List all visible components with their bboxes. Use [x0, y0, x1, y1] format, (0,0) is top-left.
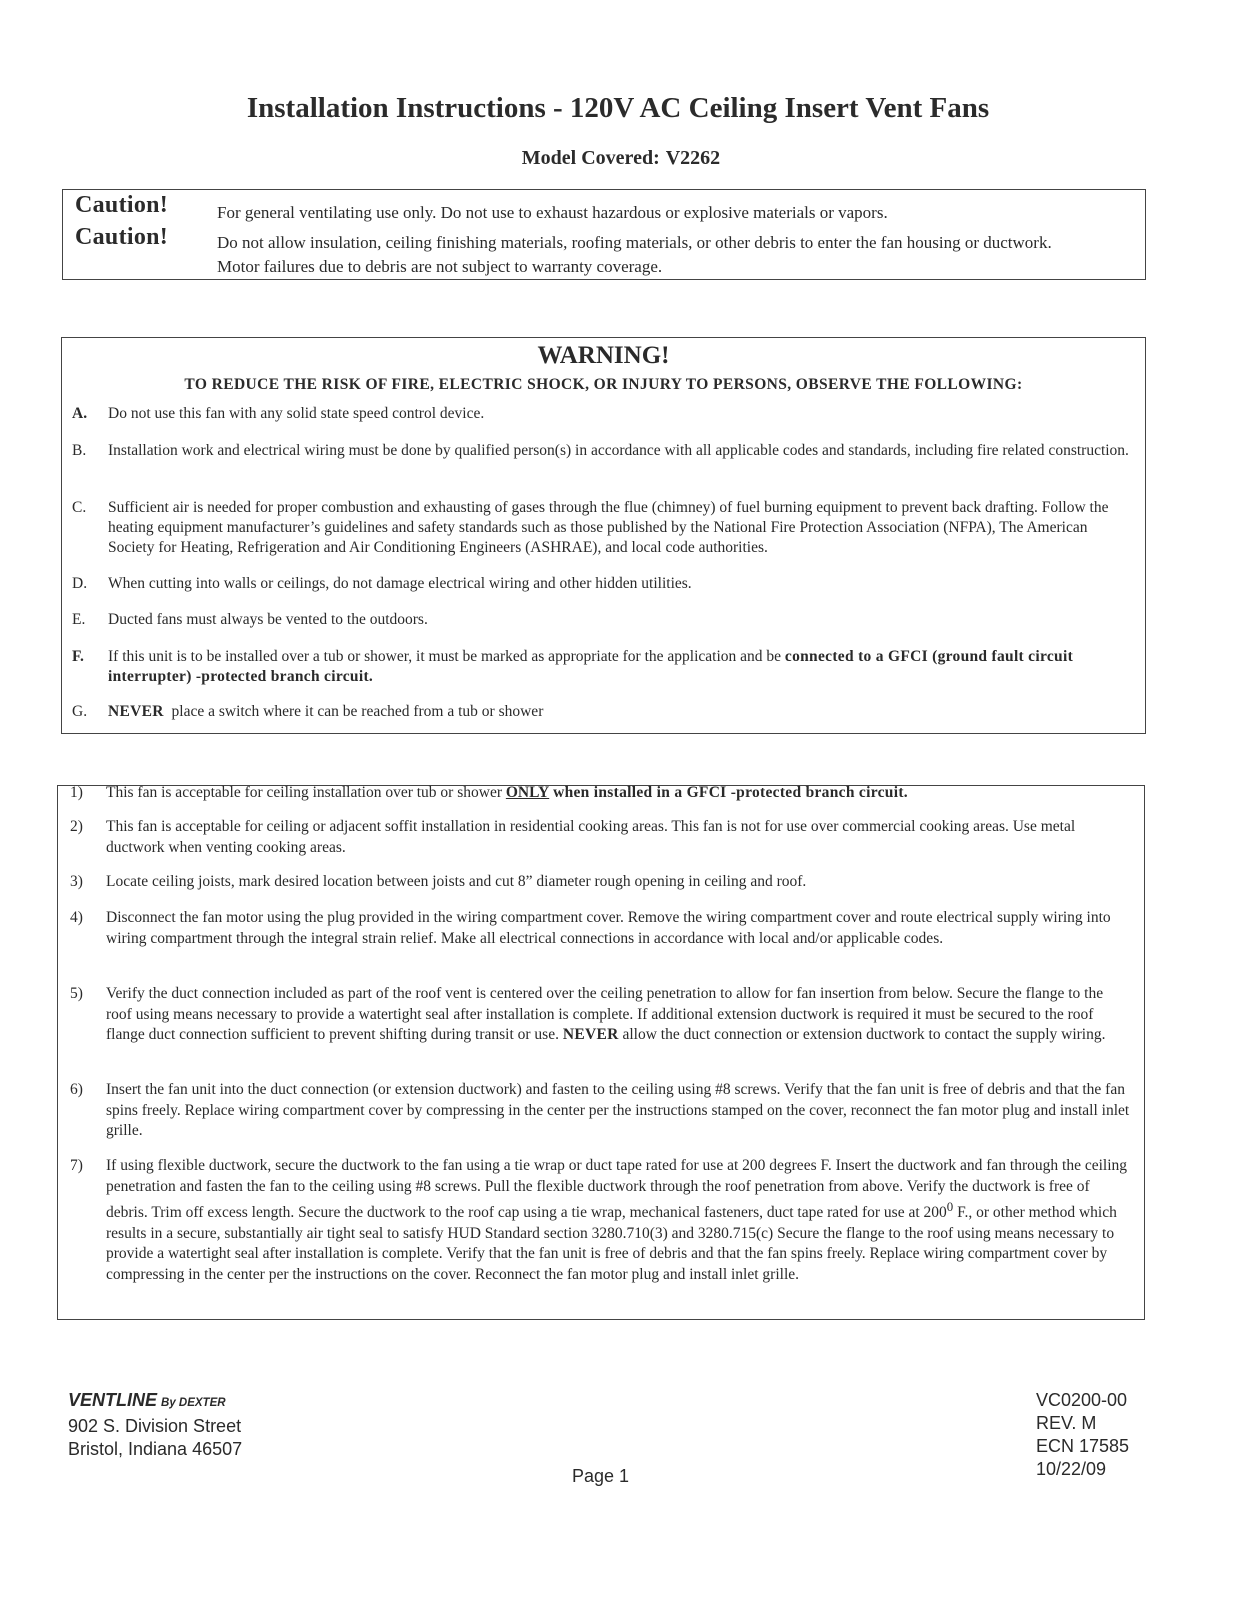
warning-item-letter: D. — [72, 575, 88, 592]
caution-text: Do not allow insulation, ceiling finishing materials, roofing materials, or other debris to enter the fan housing or ductwork. Motor failures due to debris are not subject to warranty coverage. — [217, 233, 1052, 276]
brand-name: VENTLINE — [68, 1390, 158, 1410]
document-info-block — [1036, 1389, 1129, 1481]
company-address-block — [68, 1389, 242, 1461]
step-superscript: 0 — [946, 1199, 954, 1214]
warning-box — [61, 337, 1146, 734]
warning-item-letter: C. — [72, 499, 87, 516]
caution-text: For general ventilating use only. Do not use to exhaust hazardous or explosive materials or vapors. — [217, 203, 888, 222]
warning-item-text — [108, 702, 1134, 722]
step-number: 5) — [70, 985, 83, 1002]
warning-item-bold: connected to a GFCI (ground fault circuit interrupter) -protected branch circuit. — [108, 648, 1074, 685]
step-number: 4) — [70, 909, 83, 926]
warning-item-text: Do not use this fan with any solid state speed control device. — [108, 405, 485, 422]
step-plain: If using flexible ductwork, secure the ductwork to the fan using a tie wrap or duct tape rated for use at 200 degrees F. Insert the ductwork and fan through the ceiling penetration and fasten the fan to the ceiling using #8 screws. Pull the flexible ductwork through the roof penetration from above. Verify the ductwork is free of debris. Trim off excess length. Secure the ductwork to the roof cap using a tie wrap, mechanical fasteners, duct tape rated for use at 200 — [106, 1157, 1128, 1222]
warning-subtitle: TO REDUCE THE RISK OF FIRE, ELECTRIC SHOCK, OR INJURY TO PERSONS, OBSERVE THE FOLLOWING: — [184, 376, 1023, 393]
address-line-2: Bristol, Indiana 46507 — [68, 1439, 243, 1459]
warning-item-letter: F. — [72, 648, 84, 665]
step-number: 6) — [70, 1081, 83, 1098]
step-text — [106, 984, 1130, 1046]
model-value: V2262 — [665, 147, 721, 169]
warning-item-text: When cutting into walls or ceilings, do not damage electrical wiring and other hidden utilities. — [108, 575, 692, 592]
warning-item-text — [108, 647, 1134, 687]
step-text: This fan is acceptable for ceiling or adjacent soffit installation in residential cooking areas. This fan is not for use over commercial cooking areas. Use metal ductwork when venting cooking areas. — [106, 818, 1076, 856]
revision-date: 10/22/09 — [1036, 1459, 1107, 1479]
step-text: Locate ceiling joists, mark desired location between joists and cut 8” diameter rough opening in ceiling and roof. — [106, 873, 807, 890]
step-text — [106, 783, 1130, 804]
brand-by: By DEXTER — [161, 1397, 226, 1409]
document-title: Installation Instructions - 120V AC Ceiling Insert Vent Fans — [246, 92, 990, 124]
instructions-box — [57, 785, 1145, 1320]
step-number: 2) — [70, 818, 83, 835]
caution-box — [62, 189, 1146, 280]
ecn-number: ECN 17585 — [1036, 1436, 1130, 1456]
warning-item-letter: E. — [72, 611, 86, 628]
step-plain-2: F., or other method which results in a secure, substantially air tight seal to satisfy HUD Standard section 3280.710(3) and 3280.715(c) Secure the flange to the roof using means necessary to provide a watertight seal after installation is complete. Verify that the fan unit is free of debris and that the fan spins freely. Replace wiring compartment cover by compressing in the center per the instructions on the cover. Reconnect the fan motor plug and install inlet grille. — [106, 1204, 1117, 1283]
document-number: VC0200-00 — [1036, 1390, 1128, 1410]
warning-item-plain: place a switch where it can be reached from a tub or shower — [171, 703, 544, 720]
caution-label: Caution! — [75, 192, 169, 218]
step-number: 7) — [70, 1157, 83, 1174]
page-number: Page 1 — [572, 1466, 630, 1486]
step-underline: ONLY — [505, 784, 550, 801]
address-line-1: 902 S. Division Street — [68, 1416, 242, 1436]
step-plain: Verify the duct connection included as part of the roof vent is centered over the ceiling penetration to allow for fan insertion from below. Secure the flange to the roof using means necessary to provide a watertight seal after installation is complete. If additional extension ductwork is required it must be secured to the roof flange duct connection sufficient to prevent shifting during transit or use. — [106, 985, 1104, 1043]
step-text: Insert the fan unit into the duct connection (or extension ductwork) and fasten to the ceiling using #8 screws. Verify that the fan unit is free of debris and that the fan spins freely. Replace wiring compartment cover by compressing in the center per the instructions stamped on the cover, reconnect the fan motor plug and install inlet grille. — [106, 1081, 1130, 1139]
step-bold: NEVER — [562, 1026, 619, 1043]
warning-item-text: Ducted fans must always be vented to the outdoors. — [108, 611, 428, 628]
step-text — [106, 1156, 1130, 1285]
model-line — [0, 147, 1236, 170]
model-label: Model Covered: — [521, 147, 660, 169]
warning-item-letter: G. — [72, 703, 88, 720]
step-plain: This fan is acceptable for ceiling installation over tub or shower — [106, 784, 502, 801]
warning-item-text: Sufficient air is needed for proper combustion and exhausting of gases through the flue (chimney) of fuel burning equipment to prevent back drafting. Follow the heating equipment manufacturer’s guidelines and safety standards such as those published by the National Fire Protection Association (NFPA), The American Society for Heating, Refrigeration and Air Conditioning Engineers (ASHRAE), and local code authorities. — [108, 499, 1109, 556]
step-bold: when installed in a GFCI -protected branch circuit. — [553, 784, 908, 801]
warning-title: WARNING! — [537, 342, 670, 369]
warning-item-text: Installation work and electrical wiring must be done by qualified person(s) in accordance with all applicable codes and standards, including fire related construction. — [108, 442, 1129, 459]
caution-label: Caution! — [75, 224, 169, 250]
step-plain-2: allow the duct connection or extension ductwork to contact the supply wiring. — [622, 1026, 1106, 1043]
warning-item-bold: NEVER — [108, 703, 164, 720]
step-number: 3) — [70, 873, 83, 890]
warning-item-letter: B. — [72, 442, 87, 459]
revision: REV. M — [1036, 1413, 1097, 1433]
warning-item-letter: A. — [72, 405, 88, 422]
company-brand — [68, 1389, 242, 1415]
warning-item-plain: If this unit is to be installed over a tub or shower, it must be marked as appropriate for the application and be — [108, 648, 782, 665]
step-text: Disconnect the fan motor using the plug provided in the wiring compartment cover. Remove the wiring compartment cover and route electrical supply wiring into wiring compartment through the integral strain relief. Make all electrical connections in accordance with local and/or applicable codes. — [106, 909, 1111, 947]
step-number: 1) — [70, 784, 83, 801]
